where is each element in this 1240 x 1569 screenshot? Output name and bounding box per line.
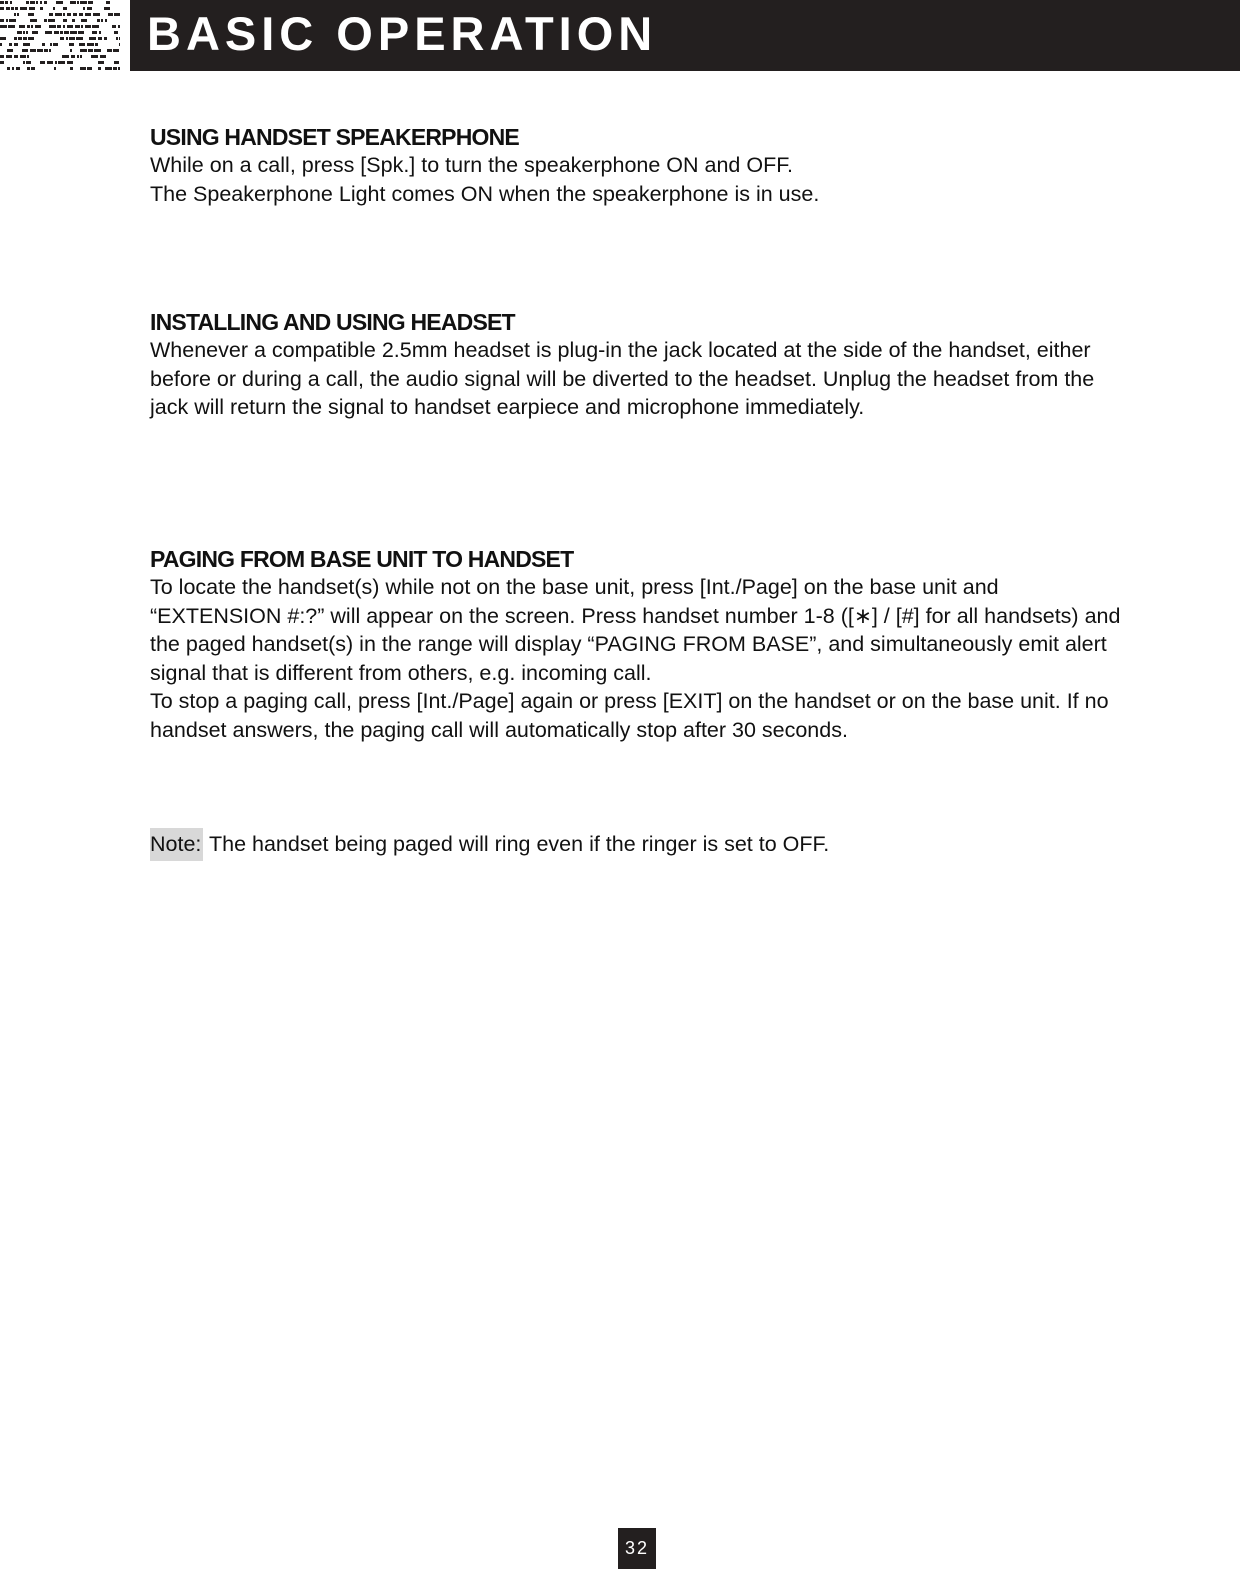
section-body [150,151,1125,208]
section-speakerphone [150,124,1125,208]
page-number: 32 [618,1528,656,1569]
section-heading: INSTALLING AND USING HEADSET [150,309,515,335]
paragraph: Whenever a compatible 2.5mm headset is plug-in the jack located at the side of the handset, either before or during a call, the audio signal will be diverted to the headset. Unplug the headset from the jack will return the signal to handset earpiece and microphone immediately. [150,338,1095,419]
header-bar [130,0,1240,71]
halftone-pattern-icon [0,0,122,71]
section-paging [150,546,1125,744]
paragraph: While on a call, press [Spk.] to turn the speakerphone ON and OFF. [150,153,793,177]
note-text: The handset being paged will ring even if the ringer is set to OFF. [203,832,830,856]
section-body [150,573,1125,744]
paragraph: To locate the handset(s) while not on the base unit, press [Int./Page] on the base unit and “EXTENSION #:?” will appear on the screen. Press handset number 1-8 ([∗] / [#] for all handsets) and the paged handset(s) in the range will display “PAGING FROM BASE”, and simultaneously emit alert signal that is different from others, e.g. incoming call. [150,575,1121,685]
note [150,828,829,861]
section-body [150,336,1125,422]
page-title: BASIC OPERATION [147,7,658,60]
paragraph: The Speakerphone Light comes ON when the speakerphone is in use. [150,181,820,206]
section-heading: PAGING FROM BASE UNIT TO HANDSET [150,546,574,572]
section-heading: USING HANDSET SPEAKERPHONE [150,124,519,150]
section-headset [150,309,1125,422]
paragraph: To stop a paging call, press [Int./Page] again or press [EXIT] on the handset or on the base unit. If no handset answers, the paging call will automatically stop after 30 seconds. [150,689,1109,742]
note-label: Note: [150,828,203,861]
